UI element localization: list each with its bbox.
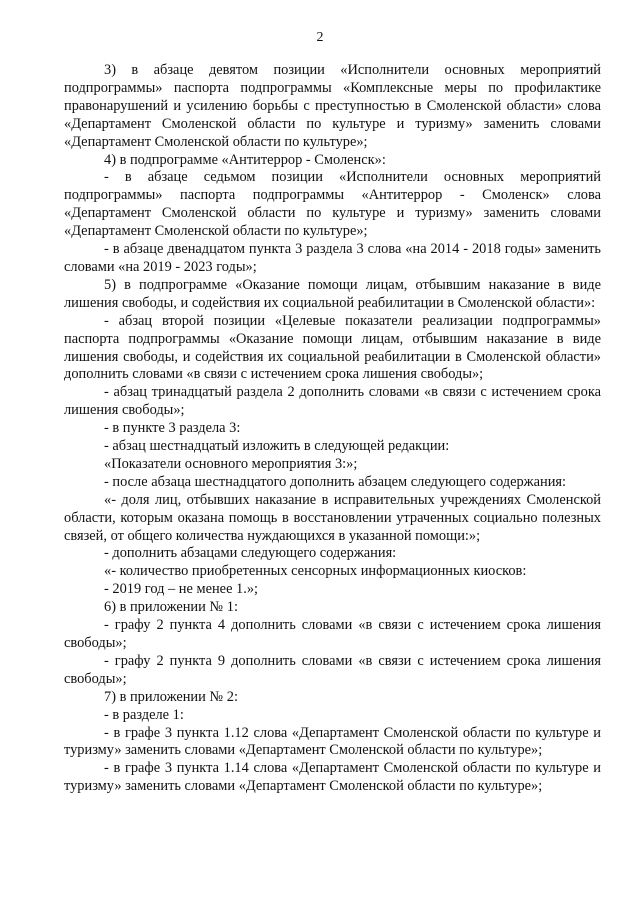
paragraph: 6) в приложении № 1: [104,599,238,616]
paragraph: - в пункте 3 раздела 3: [104,420,241,437]
paragraph: - в графе 3 пункта 1.14 слова «Департамент Смоленской области по культуре и туризму» заменить словами «Департамент Смоленской области по культуре»; [64,760,601,795]
paragraph: - 2019 год – не менее 1.»; [104,581,259,598]
paragraph: «- количество приобретенных сенсорных информационных киосков: [104,563,527,580]
paragraph: - абзац второй позиции «Целевые показатели реализации подпрограммы» паспорта подпрограммы «Оказание помощи лицам, отбывшим наказание в виде лишения свободы, и содействия их социальной реабилитации в Смоленской области» дополнить словами «в связи с истечением срока лишения свободы»; [64,312,601,383]
paragraph: - графу 2 пункта 4 дополнить словами «в связи с истечением срока лишения свободы»; [64,617,601,651]
page-number: 2 [316,30,324,45]
paragraph: - в графе 3 пункта 1.12 слова «Департамент Смоленской области по культуре и туризму» заменить словами «Департамент Смоленской области по культуре»; [64,724,601,759]
paragraph: «- доля лиц, отбывших наказание в исправительных учреждениях Смоленской области, которым оказана помощь в восстановлении утраченных социально полезных связей, от общего количества нуждающихся в указанной помощи:»; [64,491,601,544]
paragraph: - в абзаце седьмом позиции «Исполнители основных мероприятий подпрограммы» паспорта подпрограммы «Антитеррор - Смоленск» слова «Департамент Смоленской области по культуре и туризму» заменить словами «Департамент Смоленской области по культуре»; [64,169,601,240]
paragraph: - графу 2 пункта 9 дополнить словами «в связи с истечением срока лишения свободы»; [64,652,601,687]
paragraph: 7) в приложении № 2: [104,688,238,705]
paragraph: - дополнить абзацами следующего содержания: [104,545,397,562]
paragraph: 5) в подпрограмме «Оказание помощи лицам, отбывшим наказание в виде лишения свободы, и содействия их социальной реабилитации в Смоленской области»: [64,276,601,311]
paragraph: - абзац шестнадцатый изложить в следующей редакции: [104,438,450,455]
paragraph: - в абзаце двенадцатом пункта 3 раздела 3 слова «на 2014 - 2018 годы» заменить словами «на 2019 - 2023 годы»; [64,241,601,275]
paragraph: 3) в абзаце девятом позиции «Исполнители основных мероприятий подпрограммы» паспорта подпрограммы «Комплексные меры по профилактике правонарушений и усилению борьбы с преступностью в Смоленской области» слова «Департамент Смоленской области по культуре и туризму» заменить словами «Департамент Смоленской области по культуре»; [64,62,601,150]
paragraph: - после абзаца шестнадцатого дополнить абзацем следующего содержания: [104,473,567,490]
paragraph: - в разделе 1: [104,706,184,723]
paragraph: «Показатели основного мероприятия 3:»; [104,455,358,472]
paragraph: 4) в подпрограмме «Антитеррор - Смоленск»: [104,151,386,168]
paragraph: - абзац тринадцатый раздела 2 дополнить словами «в связи с истечением срока лишения свободы»; [64,384,601,419]
document-body [64,62,601,796]
